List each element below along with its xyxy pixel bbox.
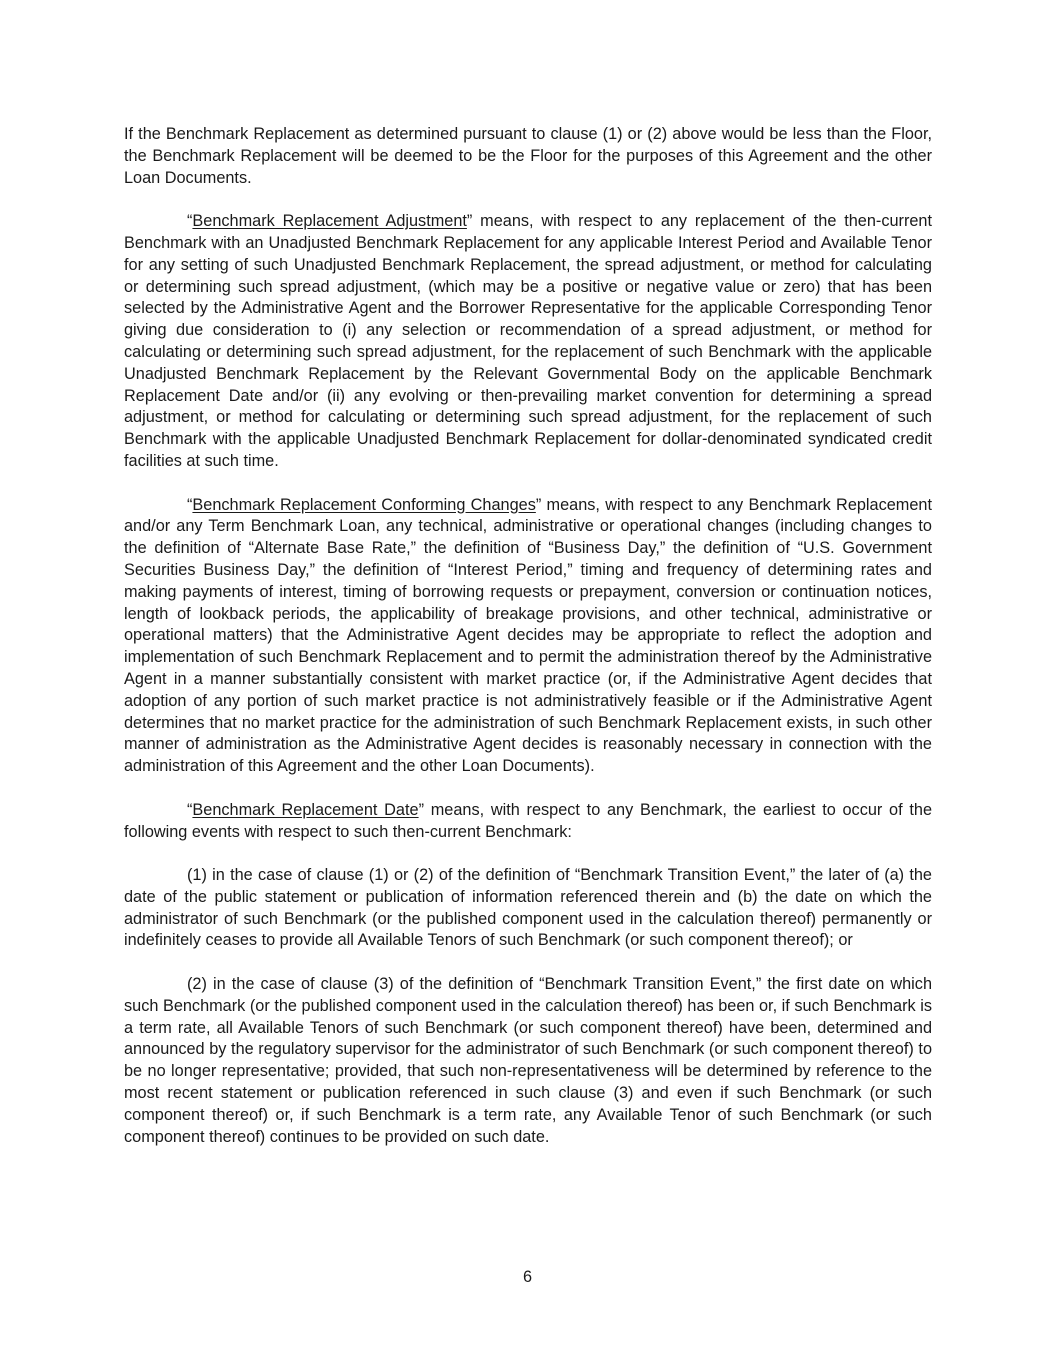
close-quote: ”	[535, 495, 542, 514]
definition-text: means, with respect to any replacement of the then-current Benchmark with an Unadjusted Benchmark Replacement for any applicable Interest Period and Available Tenor for any setting of such Unadjusted Benchmark Replacement, the spread adjustment, or method for calculating or determining such spread adjustment, (which may be a positive or negative value or zero) that has been selected by the Administrative Agent and the Borrower Representative for the applicable Corresponding Tenor giving due consideration to (i) any selection or recommendation of a spread adjustment, or method for calculating or determining such spread adjustment, for the replacement of such Benchmark with the applicable Unadjusted Benchmark Replacement by the Relevant Governmental Body on the applicable Benchmark Replacement Date and/or (ii) any evolving or then-prevailing market convention for determining a spread adjustment, or method for calculating or determining such spread adjustment, for the replacement of such Benchmark with the applicable Unadjusted Benchmark Replacement for dollar-denominated syndicated credit facilities at such time.	[124, 212, 932, 470]
definition-text: means, with respect to any Benchmark Replacement and/or any Term Benchmark Loan, any technical, administrative or operational changes (including changes to the definition of “Alternate Base Rate,” the definition of “Business Day,” the definition of “U.S. Government Securities Business Day,” the definition of “Interest Period,” timing and frequency of determining rates and making payments of interest, timing of borrowing requests or prepayment, conversion or continuation notices, length of lookback periods, the applicability of breakage provisions, and other technical, administrative or operational matters) that the Administrative Agent decides may be appropriate to reflect the adoption and implementation of such Benchmark Replacement and to permit the administration thereof by the Administrative Agent in a manner substantially consistent with market practice (or, if the Administrative Agent decides that adoption of any portion of such market practice is not administratively feasible or if the Administrative Agent determines that no market practice for the administration of such Benchmark Replacement exists, in such other manner of administration as the Administrative Agent decides is reasonably necessary in connection with the administration of this Agreement and the other Loan Documents).	[124, 495, 932, 776]
open-quote: “	[187, 495, 193, 514]
open-quote: “	[187, 800, 193, 819]
definition-benchmark-replacement-date	[124, 800, 932, 844]
clause-1-paragraph: (1) in the case of clause (1) or (2) of the definition of “Benchmark Transition Event,” the later of (a) the date of the public statement or publication of information referenced therein and (b) the date on which the administrator of such Benchmark (or the published component used in the calculation thereof) permanently or indefinitely ceases to provide all Available Tenors of such Benchmark (or such component thereof); or	[124, 866, 932, 950]
defined-term: Benchmark Replacement Conforming Changes	[192, 495, 536, 514]
defined-term: Benchmark Replacement Date	[192, 800, 419, 819]
defined-term: Benchmark Replacement Adjustment	[192, 212, 467, 231]
clause-2-paragraph: (2) in the case of clause (3) of the definition of “Benchmark Transition Event,” the first date on which such Benchmark (or the published component used in the calculation thereof) has been or, if such Benchmark is a term rate, all Available Tenors of such Benchmark (or such component thereof) have been, determined and announced by the regulatory supervisor for the administrator of such Benchmark (or such component thereof) to be no longer representative; provided, that such non-representativeness will be determined by reference to the most recent statement or publication referenced in such clause (3) and even if such Benchmark (or such component thereof) or, if such Benchmark is a term rate, any Available Tenor of such Benchmark (or such component thereof) continues to be provided on such date.	[124, 975, 932, 1146]
close-quote: ”	[466, 212, 473, 231]
page-number: 6	[522, 1268, 533, 1286]
open-quote: “	[187, 212, 193, 231]
definition-benchmark-replacement-adjustment	[124, 211, 932, 473]
definition-benchmark-replacement-conforming-changes	[124, 495, 932, 778]
definition-text: means, with respect to any Benchmark, the earliest to occur of the following events with respect to such then-current Benchmark:	[124, 800, 933, 841]
floor-paragraph: If the Benchmark Replacement as determined pursuant to clause (1) or (2) above would be less than the Floor, the Benchmark Replacement will be deemed to be the Floor for the purposes of this Agreement and the other Loan Documents.	[124, 125, 932, 187]
close-quote: ”	[418, 800, 424, 819]
document-body	[124, 124, 932, 1170]
